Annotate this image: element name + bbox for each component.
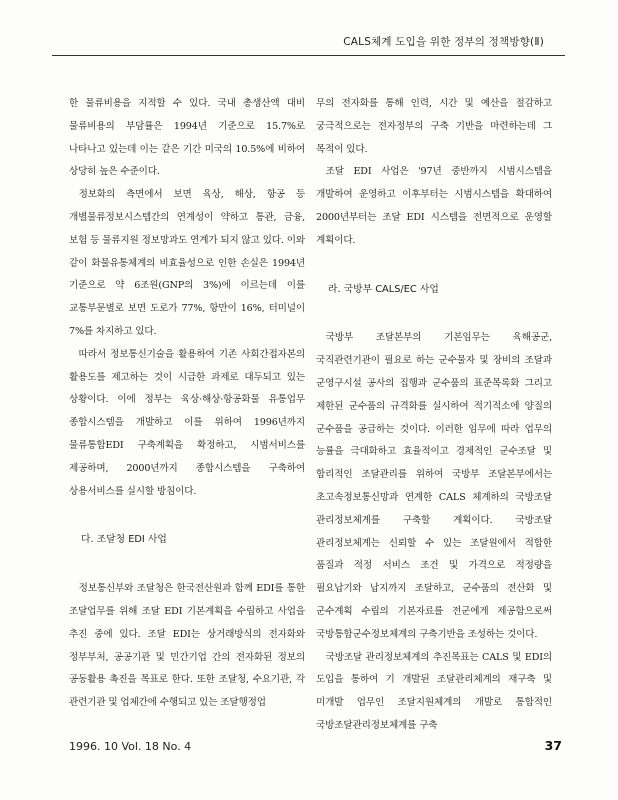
left-column bbox=[69, 93, 305, 715]
running-header: CALS체계 도입을 위한 정부의 정책방향(Ⅱ) bbox=[343, 36, 544, 48]
left-paragraph-1: 한 물류비용을 지적할 수 있다. 국내 총생산액 대비 물류비용의 부담률은 1994년 기준으로 15.7%로 나타나고 있는데 이는 같은 기간 미국의 10.5%에 비하여 상당히 높은 수준이다. bbox=[69, 98, 305, 178]
section-heading-defense-cals: 라. 국방부 CALS/EC 사업 bbox=[328, 283, 439, 295]
left-paragraph-4: 정보통신부와 조달청은 한국전산원과 함께 EDI를 통한 조달업무를 위해 조달 EDI 기본계획을 수립하고 사업을 추진 중에 있다. 조달 EDI는 상거래방식의 전자화와 정부부처, 공공기관 및 민간기업 간의 전자화된 정보의 공동활용 촉진을 목표로 한다. 또한 조달청, 수요기관, 각 관련기관 및 업체간에 수행되고 있는 조달행정업 bbox=[69, 583, 305, 709]
page-number: 37 bbox=[544, 738, 562, 753]
header-rule bbox=[52, 55, 565, 56]
right-paragraph-1: 무의 전자화를 통해 인력, 시간 및 예산을 절감하고 궁극적으로는 전자정부의 구축 기반을 마련하는데 그 목적이 있다. bbox=[316, 98, 552, 155]
right-paragraph-2: 조달 EDI 사업은 '97년 중반까지 시범시스템을 개발하여 운영하고 이후부터는 시범시스템을 확대하여 2000년부터는 조달 EDI 시스템을 전면적으로 운영할 계획이다. bbox=[316, 166, 552, 246]
footer-issue: 1996. 10 Vol. 18 No. 4 bbox=[69, 740, 192, 753]
section-heading-procurement-edi: 다. 조달청 EDI 사업 bbox=[81, 534, 167, 546]
left-paragraph-3: 따라서 정보통신기술을 활용하여 기존 사회간접자본의 활용도를 제고하는 것이 시급한 과제로 대두되고 있는 상황이다. 이에 정부는 육상·해상·항공화물 유통업무 종합시스템을 개발하고 이를 위하여 1996년까지 물류통합EDI 구축계획을 확정하고, 시범서비스를 제공하며, 2000년까지 종합시스템을 구축하여 상용서비스를 실시할 방침이다. bbox=[69, 348, 305, 497]
left-paragraph-2: 정보화의 측면에서 보면 육상, 해상, 항공 등 개별물류정보시스템간의 연계성이 약하고 통관, 금융, 보험 등 물류지원 정보망과도 연계가 되지 않고 있다. 이와 같이 화물유통체계의 비효율성으로 인한 손실은 1994년 기준으로 약 6조원(GNP의 3%)에 이르는데 이를 교통부문별로 보면 도로가 77%, 항만이 16%, 터미널이 7%를 차지하고 있다. bbox=[69, 189, 305, 337]
right-paragraph-3: 국방부 조달본부의 기본임무는 육해공군, 국직관련기관이 필요로 하는 군수물자 및 장비의 조달과 군영구시설 공사의 집행과 군수품의 표준목록화 그리고 제한된 군수품의 규격화를 실시하여 적기적소에 양질의 군수품을 공급하는 것이다. 이러한 임무에 따라 업무의 능률을 극대화하고 효율적이고 경제적인 군수조달 및 합리적인 조달관리를 위하여 국방부 조달본부에서는 초고속정보통신망과 연계한 CALS 체계하의 국방조달 관리정보체계를 구축할 계획이다. 국방조달 관리정보체계는 신뢰할 수 있는 조달원에서 적합한 품질과 적정 서비스 조건 및 가격으로 적정량을 필요납기와 납지까지 조달하고, 군수품의 전산화 및 군수계획 수립의 기본자료를 전군에게 제공함으로써 국방통합군수정보체계의 구축기반을 조성하는 것이다. bbox=[316, 332, 552, 640]
right-paragraph-4: 국방조달 관리정보체계의 추진목표는 CALS 및 EDI의 도입을 통하여 기 개발된 조달관리체계의 재구축 및 미개발 업무인 조달지원체계의 개발로 통합적인 국방조달관리정보체계를 구축 bbox=[316, 651, 552, 731]
right-column bbox=[316, 93, 552, 738]
